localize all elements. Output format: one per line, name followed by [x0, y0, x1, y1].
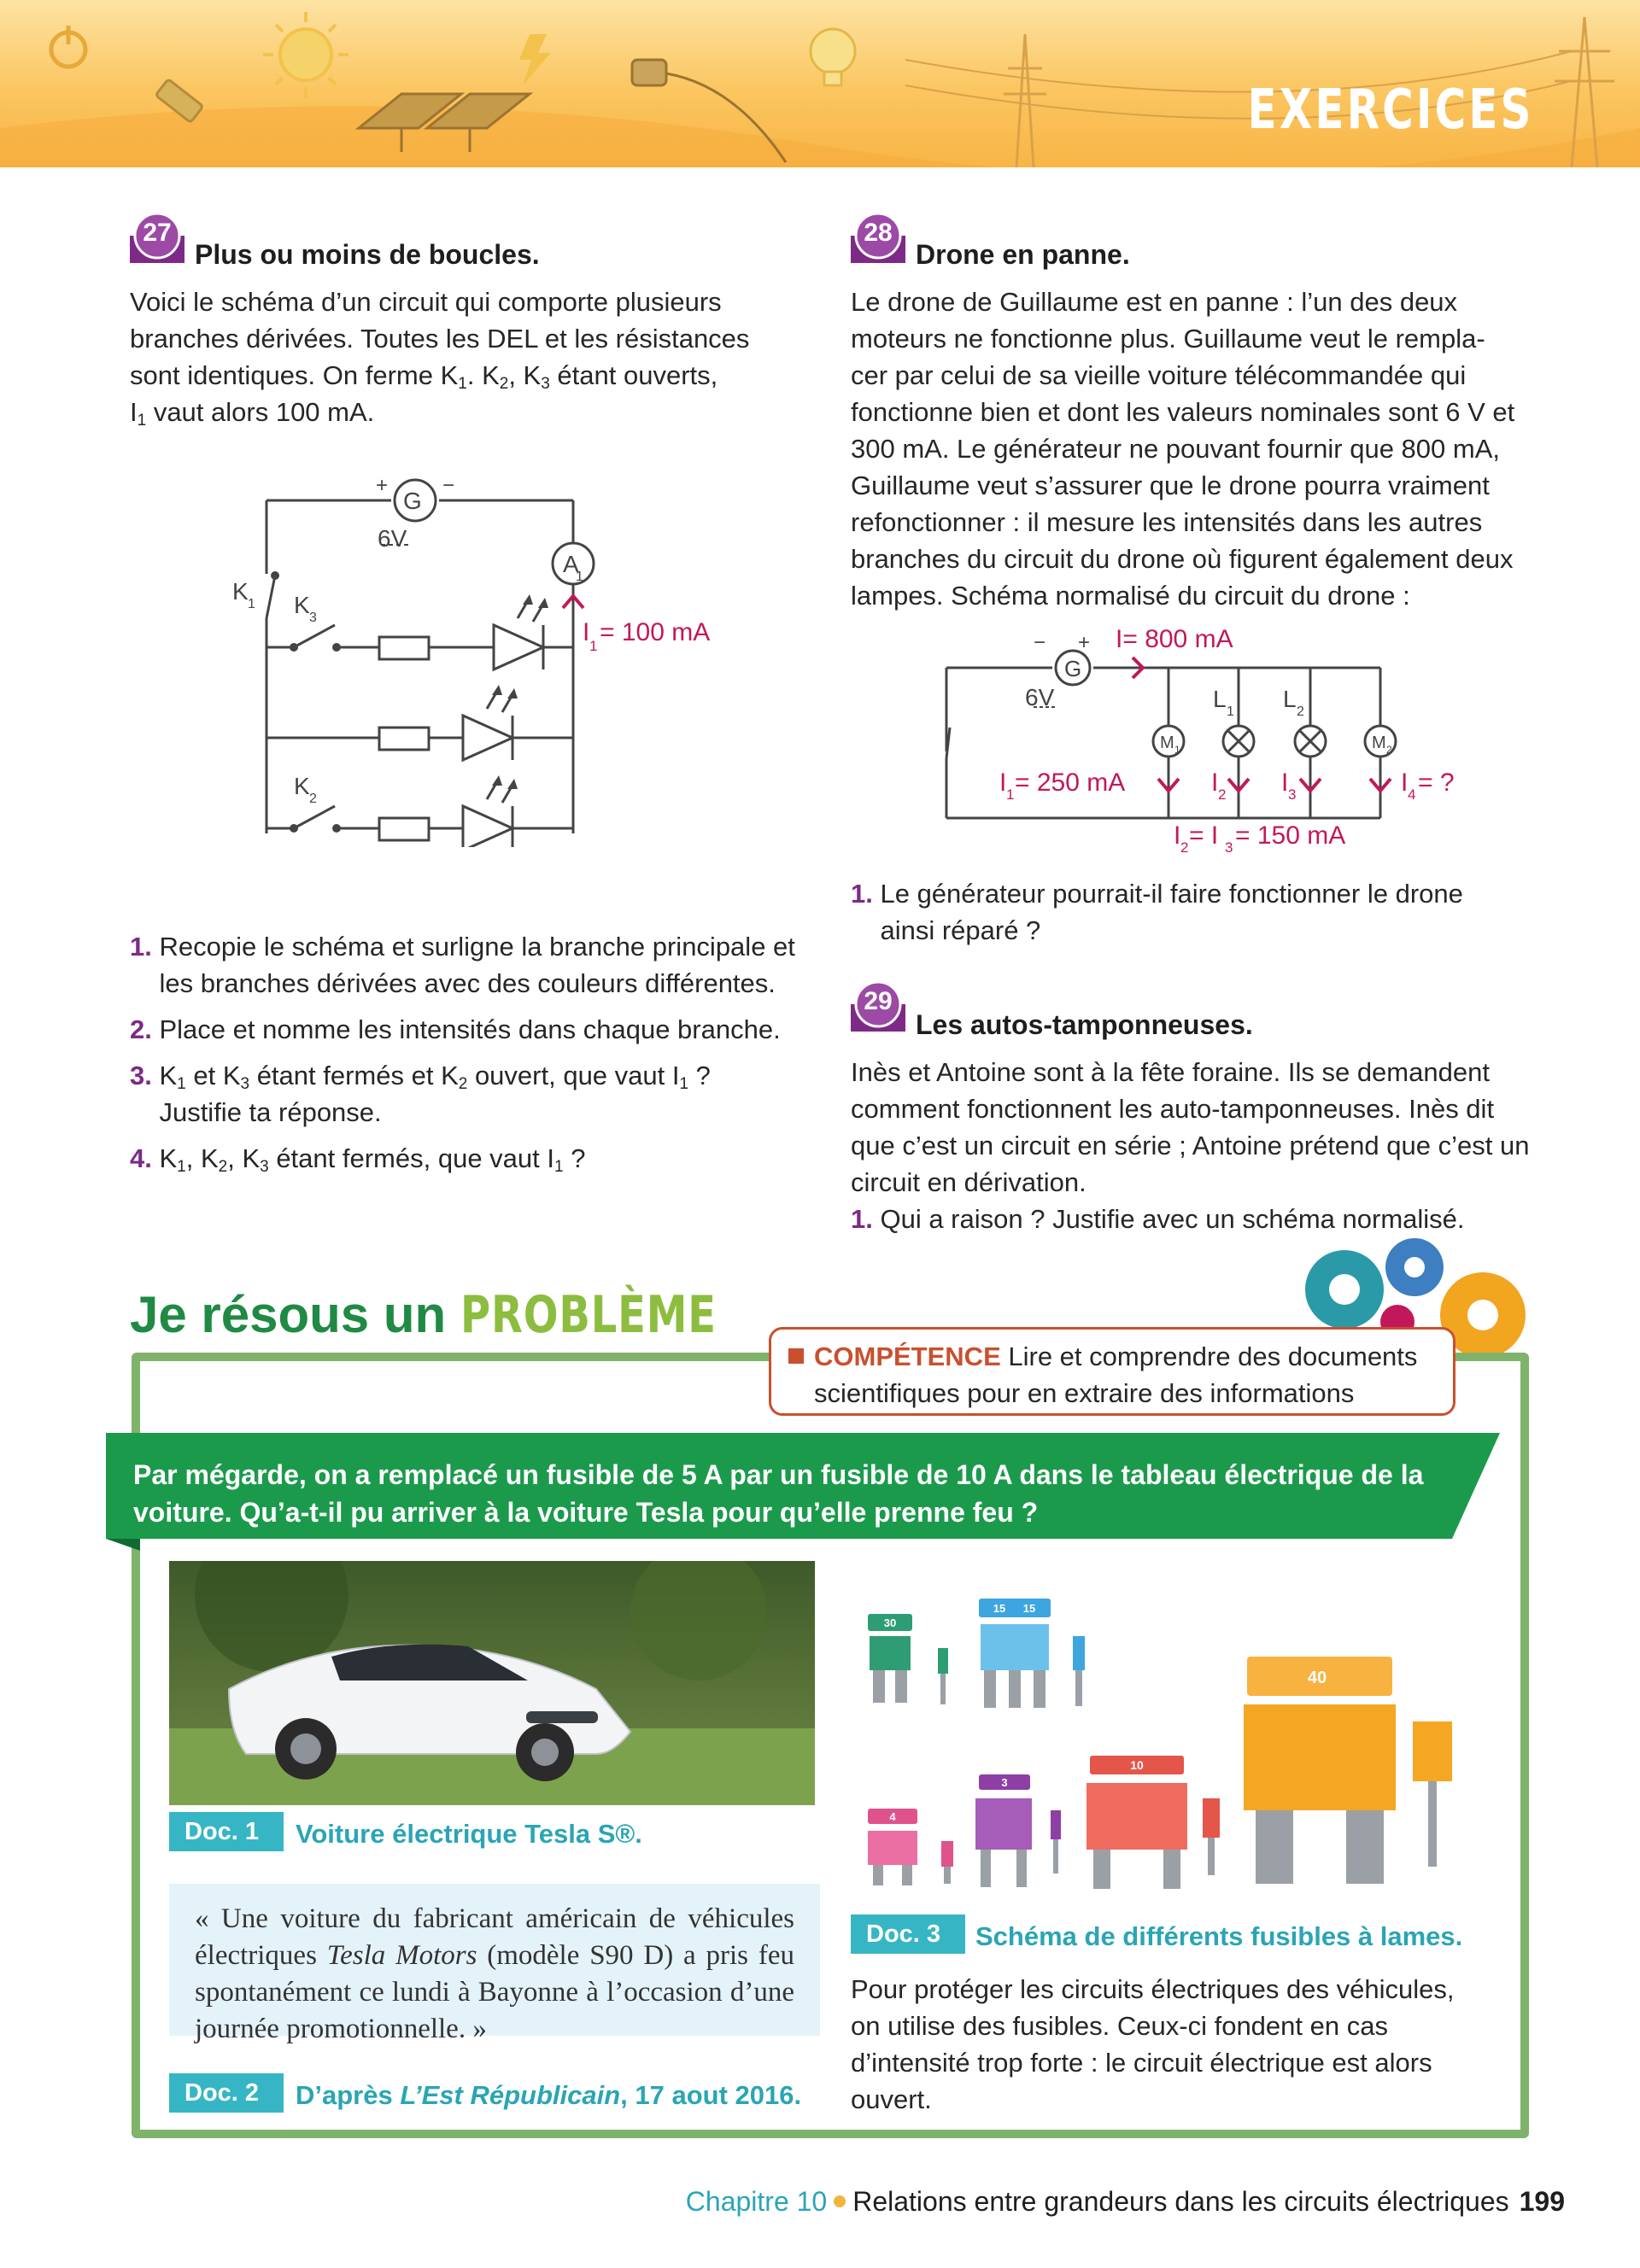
fuse-15-icon: [979, 1599, 1085, 1708]
svg-text:1: 1: [1174, 744, 1180, 756]
exercise-intro: Le drone de Guillaume est en panne : l’un des deux moteurs ne fonctionne plus. Guillaume veut le rempla- cer par celui de sa vieille voiture télécommandée qui fonctionne bien et dont les valeurs nominales sont 6 V et 300 mA. Le générateur ne pouvant fournir que 800 mA, Guillaume veut s’assurer que le drone pourra vraiment refonctionner : il mesure les intensités dans les autres branches du circuit du drone où figurent également deux lampes. Schéma normalisé du circuit du drone :: [851, 287, 1515, 611]
current-total-label: I= 800 mA: [1116, 625, 1233, 653]
exercise-title: Drone en panne.: [916, 239, 1130, 270]
generator-label: G: [1064, 656, 1082, 681]
exercise-intro: Voici le schéma d’un circuit qui comporte plusieurs branches dérivées. Toutes les DEL et les résistances sont identiques. On ferme $K_1$. $K_2$, $K_3$ étant ouverts, $I_1$ vaut alors 100 mA.: [130, 287, 750, 430]
doc-2-caption: D’après L’Est Républicain, 17 aout 2016.: [296, 2080, 802, 2110]
voltage-label: 6V: [378, 525, 407, 552]
svg-text:= 150 mA: = 150 mA: [1235, 821, 1346, 850]
doc-2-label: Doc. 2: [169, 2073, 284, 2113]
power-icon: [51, 26, 85, 67]
doc-3-caption: Schéma de différents fusibles à lames.: [975, 1921, 1463, 1951]
svg-text:= I: = I: [1189, 821, 1219, 850]
current-i1-label: I: [999, 769, 1007, 797]
competence-box: [769, 1327, 1456, 1416]
svg-text:−: −: [442, 474, 455, 497]
exercise-title: Plus ou moins de boucles.: [195, 239, 540, 270]
svg-text:4: 4: [1408, 786, 1416, 803]
svg-text:1: 1: [1006, 786, 1015, 803]
svg-text:4: 4: [889, 1810, 896, 1823]
svg-text:3: 3: [1288, 786, 1297, 803]
svg-text:3: 3: [1225, 839, 1233, 854]
bulb-icon: [811, 29, 855, 85]
blade-fuses-illustration: [854, 1588, 1452, 1896]
svg-text:3: 3: [1001, 1776, 1008, 1789]
competence-square-icon: [788, 1348, 804, 1364]
lightning-icon: [519, 34, 551, 85]
problem-heading-accent: PROBLÈME: [460, 1285, 717, 1345]
switch-k2-label: K: [294, 773, 310, 799]
ammeter-label: A: [563, 551, 579, 577]
generator-label: G: [403, 488, 422, 514]
svg-text:10: 10: [1130, 1758, 1144, 1772]
svg-text:3: 3: [309, 611, 317, 625]
svg-text:−: −: [1034, 631, 1046, 654]
svg-text:2: 2: [1386, 744, 1392, 756]
svg-text:+: +: [376, 474, 389, 497]
svg-text:= 100 mA: = 100 mA: [600, 618, 711, 646]
svg-text:2: 2: [309, 792, 317, 806]
svg-text:+: +: [1078, 631, 1091, 654]
voltage-label: 6V: [1025, 684, 1055, 710]
chapter-title: Relations entre grandeurs dans les circuits électriques: [852, 2186, 1509, 2217]
svg-text:1: 1: [589, 638, 598, 654]
doc-1-caption: Voiture électrique Tesla S®.: [296, 1819, 642, 1849]
lamp-l2-label: L: [1283, 686, 1297, 712]
fuse-3-icon: [975, 1774, 1061, 1887]
exercise-28-question-1: 1. Le générateur pourrait-il faire fonctionner le drone ainsi réparé ?: [851, 879, 1463, 945]
problem-question: Par mégarde, on a remplacé un fusible de 5 A par un fusible de 10 A dans le tableau électrique de la voiture. Qu’a-t-il pu arriver à la voiture Tesla pour qu’elle prenne feu ?: [133, 1459, 1424, 1528]
question-1: 1. Qui a raison ? Justifie avec un schéma normalisé.: [851, 1204, 1465, 1234]
tesla-car-photo: [169, 1561, 815, 1805]
exercise-27-questions: [130, 928, 839, 1177]
question-3: 3. $K_1$ et $K_3$ étant fermés et $K_2$ ouvert, que vaut $I_1$ ? Justifie ta réponse.: [130, 1061, 711, 1127]
problem-heading: Je résous un PROBLÈME: [130, 1285, 717, 1345]
question-4: 4. $K_1$, $K_2$, $K_3$ étant fermés, que vaut $I_1$ ?: [130, 1143, 586, 1176]
svg-text:= ?: = ?: [1418, 769, 1455, 797]
current-i4-label: I: [1401, 769, 1409, 797]
lamp-l1-label: L: [1213, 686, 1227, 712]
question-1: 1. Recopie le schéma et surligne la branche principale et les branches dérivées avec des couleurs différentes.: [130, 932, 795, 998]
page-header: [0, 0, 1640, 167]
current-i2-label: I: [1211, 769, 1219, 797]
svg-text:1: 1: [1227, 704, 1234, 719]
svg-text:30: 30: [883, 1616, 897, 1629]
fuse-40-icon: [1244, 1657, 1452, 1884]
circuit-diagram-27: [222, 471, 752, 847]
svg-text:2: 2: [1218, 786, 1227, 803]
doc-3-label: Doc. 3: [851, 1914, 965, 1954]
exercise-number: 28: [864, 219, 893, 247]
switch-k1-label: K: [232, 578, 249, 605]
doc-3-text: Pour protéger les circuits électriques des véhicules, on utilise des fusibles. Ceux-ci fondent en cas d’intensité trop forte : le circuit électrique est alors ouvert.: [851, 1974, 1455, 2114]
svg-text:= 250 mA: = 250 mA: [1015, 769, 1126, 797]
competence-label: COMPÉTENCE: [814, 1342, 1001, 1371]
svg-text:15: 15: [993, 1602, 1006, 1615]
sun-icon: [263, 12, 348, 97]
page-footer: [686, 2186, 1565, 2218]
svg-text:40: 40: [1307, 1669, 1327, 1687]
exercise-title: Les autos-tamponneuses.: [916, 1009, 1253, 1040]
fuse-10-icon: [1086, 1756, 1220, 1889]
svg-text:1: 1: [248, 597, 255, 611]
motor-m1-label: M: [1160, 734, 1174, 752]
exercise-number: 29: [864, 987, 893, 1015]
competence-text: Lire et comprendre des documents scientifiques pour en extraire des informations: [814, 1342, 1418, 1408]
circuit-diagram-28: [931, 623, 1478, 854]
svg-text:2: 2: [1297, 704, 1304, 719]
chapter-label: Chapitre 10: [685, 2186, 828, 2217]
current-i1-label: I: [583, 618, 590, 646]
fuse-4-icon: [868, 1809, 953, 1885]
page-number: 199: [1519, 2186, 1565, 2217]
doc-1-label: Doc. 1: [169, 1812, 284, 1851]
question-2: 2. Place et nomme les intensités dans chaque branche.: [130, 1014, 781, 1044]
fuse-30-icon: [868, 1614, 948, 1704]
exercise-intro: Inès et Antoine sont à la fête foraine. Ils se demandent comment fonctionnent les auto-tamponneuses. Inès dit que c’est un circuit en série ; Antoine prétend que c’est un circuit en dérivation.: [851, 1057, 1530, 1197]
svg-text:2: 2: [1180, 839, 1189, 854]
current-i3-label: I: [1281, 769, 1289, 797]
svg-text:15: 15: [1022, 1602, 1036, 1615]
bullet-icon: [834, 2195, 846, 2207]
doc-2-quote: « Une voiture du fabricant américain de véhicules électriques Tesla Motors (modèle S90 D) a pris feu spontanément ce lundi à Bayonne à l’occasion d’une journée promotionnelle. »: [169, 1884, 820, 2036]
motor-m2-label: M: [1372, 734, 1386, 752]
svg-text:1: 1: [576, 570, 583, 584]
current-i2-i3-label: I: [1174, 821, 1181, 850]
switch-k3-label: K: [294, 592, 310, 618]
page-title: EXERCICES: [1247, 79, 1534, 142]
exercise-number: 27: [143, 219, 172, 247]
